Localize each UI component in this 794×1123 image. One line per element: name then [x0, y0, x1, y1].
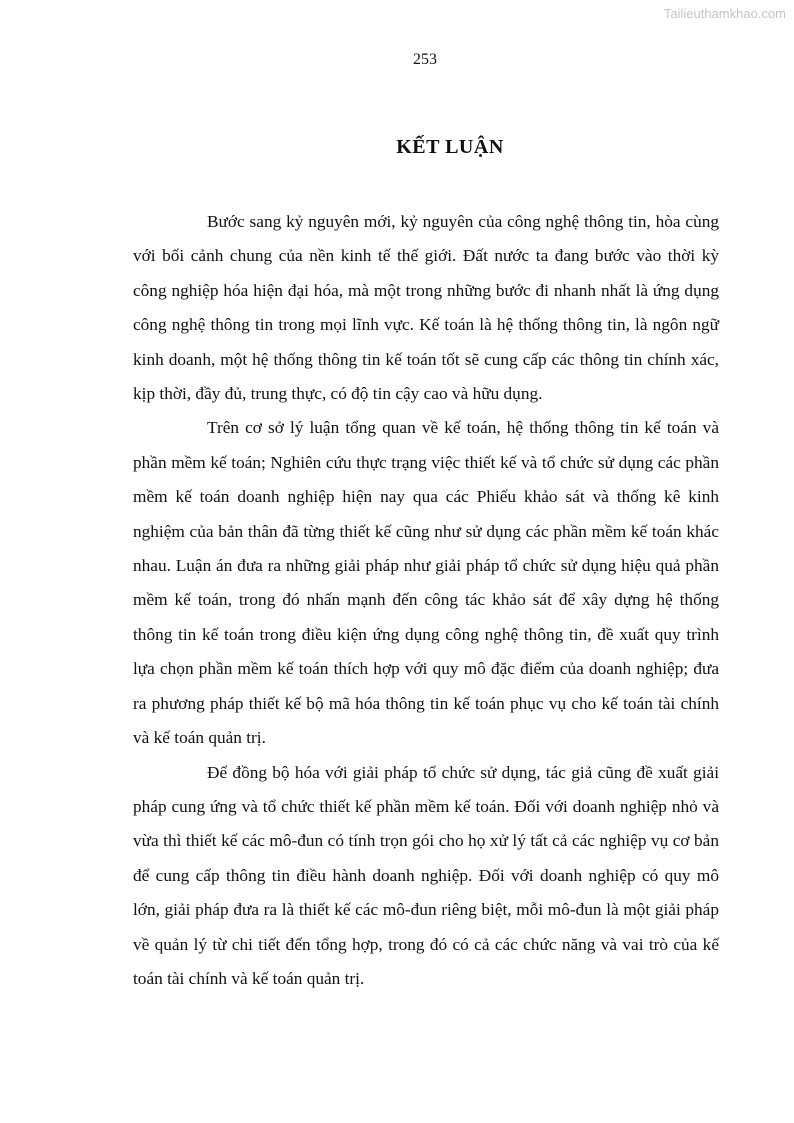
- paragraph-2: Trên cơ sở lý luận tổng quan về kế toán, hệ thống thông tin kế toán và phần mềm kế toán; Nghiên cứu thực trạng việc thiết kế và tổ chức sử dụng các phần mềm kế toán doanh nghiệp hiện nay qua các Phiếu khảo sát và thống kê kinh nghiệm của bản thân đã từng thiết kế cũng như sử dụng các phần mềm kế toán khác nhau. Luận án đưa ra những giải pháp như giải pháp tổ chức sử dụng hiệu quả phần mềm kế toán, trong đó nhấn mạnh đến công tác khảo sát để xây dựng hệ thống thông tin kế toán trong điều kiện ứng dụng công nghệ thông tin, đề xuất quy trình lựa chọn phần mềm kế toán thích hợp với quy mô đặc điểm của doanh nghiệp; đưa ra phương pháp thiết kế bộ mã hóa thông tin kế toán phục vụ cho kế toán tài chính và kế toán quản trị.: [133, 418, 719, 748]
- page-number: 253: [413, 51, 437, 68]
- body-text: [133, 205, 719, 996]
- paragraph-3: Để đồng bộ hóa với giải pháp tổ chức sử dụng, tác giả cũng đề xuất giải pháp cung ứng và tổ chức thiết kế phần mềm kế toán. Đối với doanh nghiệp nhỏ và vừa thì thiết kế các mô-đun có tính trọn gói cho họ xử lý tất cả các nghiệp vụ cơ bản để cung cấp thông tin điều hành doanh nghiệp. Đối với doanh nghiệp có quy mô lớn, giải pháp đưa ra là thiết kế các mô-đun riêng biệt, mỗi mô-đun là một giải pháp về quản lý từ chi tiết đến tổng hợp, trong đó có cả các chức năng và vai trò của kế toán tài chính và kế toán quản trị.: [133, 762, 719, 988]
- paragraph-1: Bước sang kỷ nguyên mới, kỷ nguyên của công nghệ thông tin, hòa cùng với bối cảnh chung của nền kinh tế thế giới. Đất nước ta đang bước vào thời kỳ công nghiệp hóa hiện đại hóa, mà một trong những bước đi nhanh nhất là ứng dụng công nghệ thông tin trong mọi lĩnh vực. Kế toán là hệ thống thông tin, là ngôn ngữ kinh doanh, một hệ thống thông tin kế toán tốt sẽ cung cấp các thông tin chính xác, kịp thời, đầy đủ, trung thực, có độ tin cậy cao và hữu dụng.: [133, 212, 719, 404]
- page-title: KẾT LUẬN: [396, 136, 504, 158]
- watermark: Tailieuthamkhao.com: [663, 6, 786, 21]
